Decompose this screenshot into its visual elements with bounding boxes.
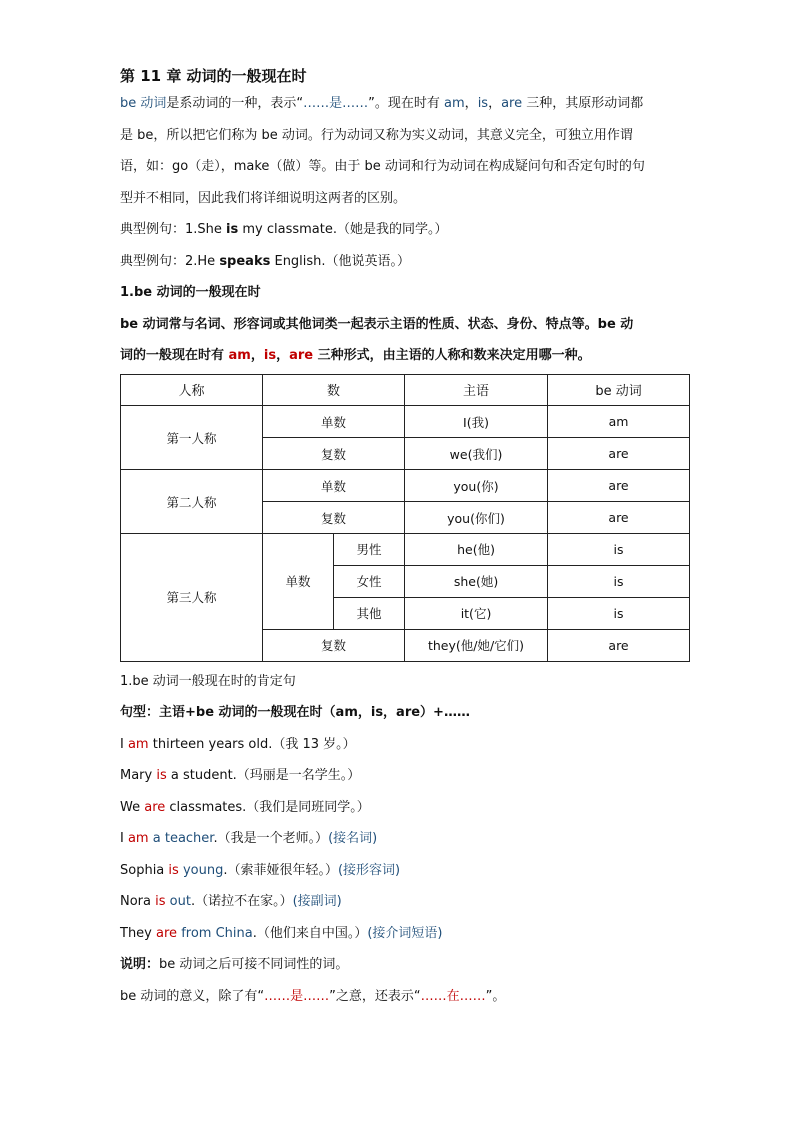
cell-third-person: 第三人称 — [121, 533, 263, 661]
example-2: 典型例句：2.He speaks English.（他说英语。） — [120, 253, 411, 269]
cell-number: 单数 — [263, 470, 405, 502]
cell-gender: 男性 — [334, 533, 405, 565]
cell-subject: you(你们) — [405, 502, 548, 534]
cell-subject: they(他/她/它们) — [405, 629, 548, 661]
cell-subject: she(她) — [405, 565, 548, 597]
intro-line-3: 语，如：go（走），make（做）等。由于 be 动词和行为动词在构成疑问句和否定句时的句 — [120, 159, 645, 174]
cell-be: is — [548, 597, 690, 629]
cell-be: are — [548, 502, 690, 534]
cell-number: 复数 — [263, 502, 405, 534]
cell-subject: I(我) — [405, 406, 548, 438]
example-sentence: Sophia is young.（索菲娅很年轻。）(接形容词) — [120, 862, 401, 878]
cell-be: are — [548, 629, 690, 661]
cell-number: 单数 — [263, 406, 405, 438]
example-sentence: Mary is a student.（玛丽是一名学生。） — [120, 768, 361, 784]
sentence-pattern: 句型：主语+be 动词的一般现在时（am，is，are）+…… — [120, 705, 470, 721]
explanation-note: 说明：be 动词之后可接不同词性的词。 — [120, 957, 349, 973]
cell-subject: you(你) — [405, 470, 548, 502]
section-desc-line-2: 词的一般现在时有 am，is，are 三种形式，由主语的人称和数来决定用哪一种。 — [120, 348, 591, 363]
cell-subject: it(它) — [405, 597, 548, 629]
cell-subject: we(我们) — [405, 438, 548, 470]
table-header-row — [121, 374, 690, 406]
cell-be: is — [548, 565, 690, 597]
section-desc-line-1: be 动词常与名词、形容词或其他词类一起表示主语的性质、状态、身份、特点等。be 动 — [120, 316, 634, 332]
table-row — [121, 406, 690, 438]
be-verb-table — [120, 374, 690, 662]
header-number: 数 — [263, 374, 405, 406]
meaning-note: be 动词的意义，除了有“……是……”之意，还表示“……在……”。 — [120, 988, 506, 1004]
example-sentence: I am a teacher.（我是一个老师。）(接名词) — [120, 831, 378, 847]
example-sentence: Nora is out.（诺拉不在家。）(接副词) — [120, 894, 342, 910]
header-person: 人称 — [121, 374, 263, 406]
example-sentence: I am thirteen years old.（我 13 岁。） — [120, 736, 356, 752]
cell-be: are — [548, 438, 690, 470]
cell-gender: 其他 — [334, 597, 405, 629]
header-be-verb: be 动词 — [548, 374, 690, 406]
cell-subject: he(他) — [405, 533, 548, 565]
cell-be: am — [548, 406, 690, 438]
example-sentence: They are from China.（他们来自中国。）(接介词短语) — [120, 925, 443, 941]
cell-number: 复数 — [263, 438, 405, 470]
chapter-title: 第 11 章 动词的一般现在时 — [120, 67, 307, 85]
example-1: 典型例句：1.She is my classmate.（她是我的同学。） — [120, 222, 448, 237]
cell-number: 单数 — [263, 533, 334, 629]
table-row — [121, 533, 690, 565]
section-heading: 1.be 动词的一般现在时 — [120, 285, 261, 300]
intro-line-2: 是 be，所以把它们称为 be 动词。行为动词又称为实义动词，其意义完全，可独立用作谓 — [120, 127, 633, 143]
intro-line-1: be 动词是系动词的一种，表示“……是……”。现在时有 am，is，are 三种，其原形动词都 — [120, 96, 644, 111]
cell-number: 复数 — [263, 629, 405, 661]
cell-first-person: 第一人称 — [121, 406, 263, 470]
cell-gender: 女性 — [334, 565, 405, 597]
cell-be: is — [548, 533, 690, 565]
document-page — [120, 64, 690, 1012]
intro-line-4: 型并不相同，因此我们将详细说明这两者的区别。 — [120, 190, 407, 206]
cell-second-person: 第二人称 — [121, 470, 263, 534]
example-sentence: We are classmates.（我们是同班同学。） — [120, 799, 370, 815]
table-row — [121, 470, 690, 502]
subsection-heading: 1.be 动词一般现在时的肯定句 — [120, 673, 296, 689]
cell-be: are — [548, 470, 690, 502]
header-subject: 主语 — [405, 374, 548, 406]
